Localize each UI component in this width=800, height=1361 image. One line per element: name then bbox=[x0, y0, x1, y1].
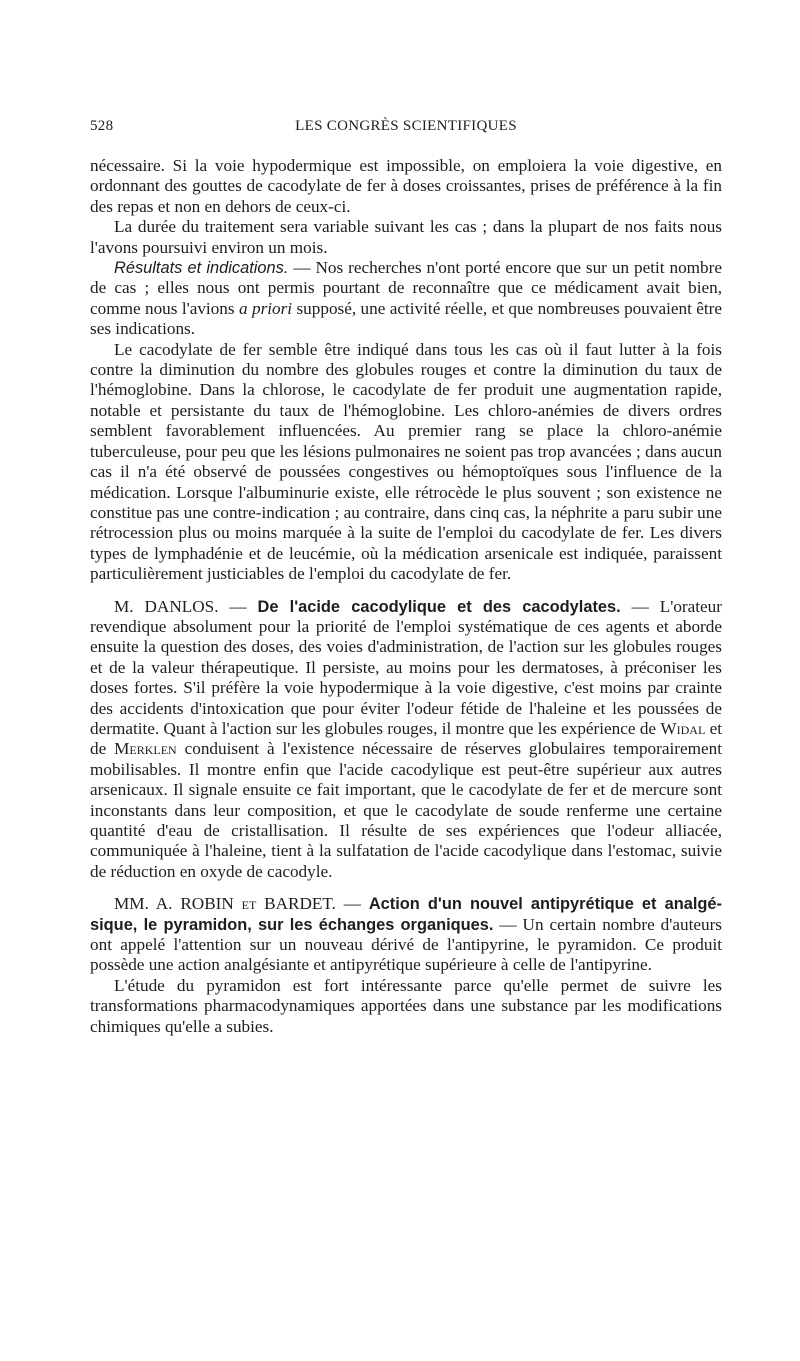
danlos-text-c: conduisent à l'existence nécessaire de réserves globulaires temporairement mobilisables. Il montre enfin que l'acide cacodylique est peut-être supérieur aux autres arsenicaux. Il signale ensuite ce fait important, que le cacodylate de fer et de mercure sont inconstants dans leur composition, et que le cacodylate de soude renferme une certaine quantité d'eau de cristallisation. Il résulte de ses expériences que l'odeur alliacée, communiquée à l'haleine, tient à la sulfatation de l'acide cacodylique dans l'estomac, suivie de réduction en oxyde de cacodyle. bbox=[90, 739, 722, 881]
page-body bbox=[90, 156, 722, 1037]
name-widal: Widal bbox=[660, 718, 706, 738]
results-text-a: — Nos recherches n'ont porté encore que sur un petit nombre de cas ; elles nous ont permis pourtant de reconnaître que ce médicament avait bien, comme nous l'avions bbox=[90, 258, 722, 318]
author-danlos: M. DANLOS. bbox=[114, 596, 219, 616]
author-robin-bardet: MM. A. ROBIN et BARDET. bbox=[114, 894, 336, 914]
section-heading-results: Résultats et indications. bbox=[114, 259, 289, 278]
title-danlos: De l'acide cacodylique et des cacodylates. bbox=[257, 597, 621, 616]
paragraph-danlos bbox=[90, 597, 722, 883]
paragraph-results bbox=[90, 258, 722, 340]
paragraph-continued: nécessaire. Si la voie hypodermique est impossible, on emploiera la voie digestive, en ordonnant des gouttes de cacodylate de fer à doses croissantes, prises de préférence à la fin des repas et non en dehors de ceux-ci. bbox=[90, 156, 722, 216]
results-italic: a priori bbox=[238, 298, 293, 318]
danlos-text-a: — L'orateur revendique absolument pour la priorité de l'emploi systématique de ces agents et aborde ensuite la question des doses, des voies d'administration, de l'action sur les globules rouges et de la valeur thérapeutique. Il persiste, au moins pour les dermatoses, à préconiser les doses fortes. S'il préfère la voie hypodermique à la voie digestive, c'est moins par crainte des accidents d'intoxication que pour éviter l'odeur fétide de l'haleine et les poussées de dermatite. Quant à l'action sur les globules rouges, il montre que les expérience de bbox=[90, 596, 722, 738]
title-robin-bardet: Action d'un nouvel antipyrétique et analgésique, le pyramidon, sur les échanges organiques. bbox=[90, 895, 722, 934]
paragraph-pyramidon-study: L'étude du pyramidon est fort intéressante parce qu'elle permet de suivre les transformations pharmacodynamiques apportées dans une substance par les modifications chimiques qu'elle a subies. bbox=[90, 975, 722, 1036]
danlos-dash: — bbox=[218, 596, 258, 616]
page-number: 528 bbox=[90, 118, 114, 134]
robin-text: — Un certain nombre d'auteurs ont appelé l'attention sur un nouveau dérivé de l'antipyrine, le pyramidon. Ce produit possède une action analgésiante et antipyrétique supérieure à celle de l'antipyrine. bbox=[90, 914, 722, 975]
running-title: LES CONGRÈS SCIENTIFIQUES bbox=[295, 118, 517, 134]
danlos-text-b: et de bbox=[90, 718, 723, 759]
paragraph-indications: Le cacodylate de fer semble être indiqué dans tous les cas où il faut lutter à la fois contre la diminution du nombre des globules rouges et contre la diminution du taux de l'hémoglobine. Dans la chlorose, le cacodylate de fer produit une augmentation rapide, notable et persistante du taux de l'hémoglobine. Les chloro-anémies de divers ordres semblent favorablement influencées. Au premier rang se place la chloro-anémie tuberculeuse, pour peu que les lésions pulmonaires ne soient pas trop avancées ; dans aucun cas il n'a été observé de poussées congestives ou hémoptoïques sous l'influence de la médication. Lorsque l'albuminurie existe, elle rétrocède le plus souvent ; son existence ne constitue pas une contre-indication ; au contraire, dans cinq cas, la néphrite a paru subir une rétrocession plus ou moins marquée à la suite de l'emploi du cacodylate de fer. Les divers types de lymphadénie et de leucémie, où la médication arsenicale est indiquée, paraissent particulièrement justiciables de l'emploi du cacodylate de fer. bbox=[90, 339, 722, 584]
name-merklen: Merklen bbox=[114, 739, 177, 759]
results-text-b: supposé, une activité réelle, et que nombreuses pouvaient être ses indications. bbox=[90, 298, 722, 339]
robin-dash: — bbox=[335, 894, 369, 914]
page-header bbox=[90, 118, 722, 140]
paragraph-duration: La durée du traitement sera variable suivant les cas ; dans la plupart de nos faits nous l'avons poursuivi environ un mois. bbox=[90, 217, 722, 257]
paragraph-robin-bardet bbox=[90, 894, 722, 976]
